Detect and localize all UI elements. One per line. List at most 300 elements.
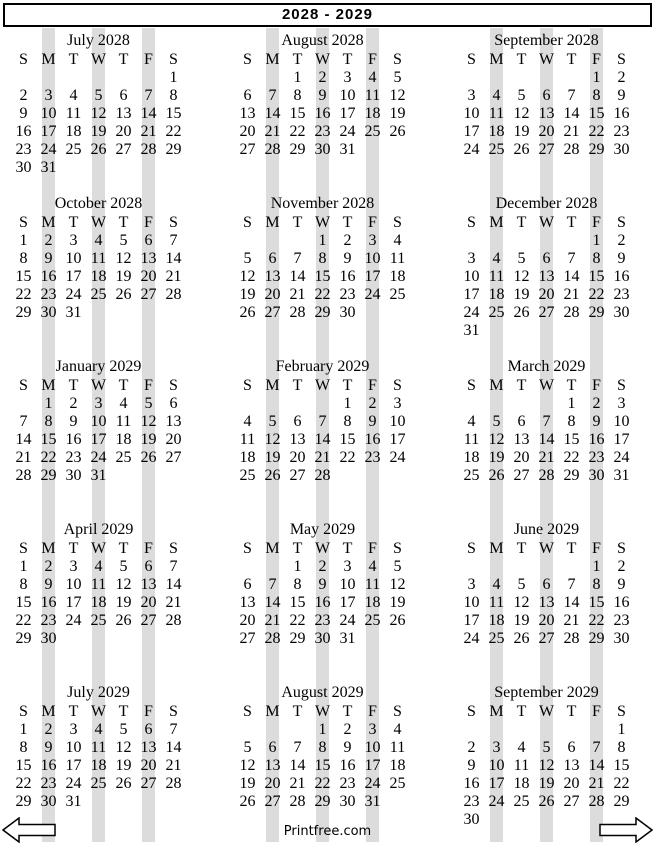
empty-day-cell [285, 232, 310, 250]
day-cell: 1 [617, 721, 626, 738]
empty-day-cell [161, 467, 186, 485]
day-cell: 28 [264, 630, 281, 647]
weekday-header: S [19, 51, 28, 68]
day-cell: 25 [488, 141, 505, 158]
day-cell: 30 [613, 141, 630, 158]
empty-day-cell [534, 721, 559, 739]
day-cell: 25 [90, 286, 107, 303]
month-title: February 2029 [275, 358, 370, 375]
day-cell: 10 [364, 739, 381, 756]
weekday-header: W [314, 51, 331, 68]
day-cell: 20 [289, 449, 306, 466]
day-cell: 29 [289, 630, 306, 647]
weekday-header: F [368, 51, 377, 68]
weekday-header: M [41, 377, 56, 394]
day-cell: 4 [368, 69, 377, 86]
day-cell: 31 [463, 322, 480, 339]
empty-day-cell [459, 558, 484, 576]
day-cell: 24 [488, 793, 505, 810]
day-cell: 21 [165, 594, 182, 611]
day-cell: 15 [339, 431, 356, 448]
day-cell: 15 [15, 268, 32, 285]
day-cell: 16 [40, 757, 57, 774]
day-cell: 27 [165, 449, 182, 466]
day-cell: 11 [90, 739, 107, 756]
day-cell: 29 [588, 141, 605, 158]
day-cell: 1 [592, 232, 601, 249]
day-cell: 19 [239, 286, 256, 303]
weekday-header: S [19, 377, 28, 394]
day-cell: 18 [90, 268, 107, 285]
day-cell: 10 [90, 413, 107, 430]
day-cell: 12 [513, 594, 530, 611]
weekday-header: T [292, 214, 303, 231]
day-cell: 13 [264, 268, 281, 285]
day-cell: 27 [239, 630, 256, 647]
day-cell: 21 [264, 123, 281, 140]
weekday-header: S [169, 377, 178, 394]
month-day-grid [235, 703, 410, 811]
weekday-header: T [342, 703, 353, 720]
empty-day-cell [509, 232, 534, 250]
day-cell: 20 [538, 612, 555, 629]
day-cell: 9 [69, 413, 78, 430]
day-cell: 22 [15, 612, 32, 629]
day-cell: 3 [492, 739, 501, 756]
day-cell: 25 [90, 612, 107, 629]
day-cell: 8 [19, 739, 28, 756]
day-cell: 3 [617, 395, 626, 412]
weekday-header: T [118, 703, 129, 720]
empty-day-cell [509, 395, 534, 413]
day-cell: 6 [169, 395, 178, 412]
day-cell: 6 [268, 250, 277, 267]
weekday-header: T [342, 51, 353, 68]
day-cell: 4 [393, 721, 402, 738]
empty-day-cell [534, 322, 559, 340]
day-cell: 27 [538, 141, 555, 158]
day-cell: 2 [617, 69, 626, 86]
day-cell: 16 [613, 105, 630, 122]
day-cell: 22 [314, 775, 331, 792]
day-cell: 11 [389, 250, 406, 267]
weekday-header: S [243, 703, 252, 720]
weekday-header: S [393, 540, 402, 557]
day-cell: 14 [165, 739, 182, 756]
day-cell: 28 [289, 304, 306, 321]
day-cell: 6 [243, 87, 252, 104]
month-block [459, 194, 634, 340]
day-cell: 16 [364, 431, 381, 448]
day-cell: 29 [563, 467, 580, 484]
weekday-header: W [314, 703, 331, 720]
weekday-header: M [265, 377, 280, 394]
day-cell: 7 [592, 739, 601, 756]
day-cell: 16 [314, 105, 331, 122]
day-cell: 15 [588, 268, 605, 285]
day-cell: 26 [264, 467, 281, 484]
day-cell: 25 [488, 304, 505, 321]
day-cell: 18 [389, 268, 406, 285]
day-cell: 15 [314, 757, 331, 774]
day-cell: 10 [65, 739, 82, 756]
empty-day-cell [285, 395, 310, 413]
day-cell: 26 [115, 286, 132, 303]
weekday-header: F [368, 377, 377, 394]
day-cell: 26 [239, 793, 256, 810]
weekday-header: T [516, 703, 527, 720]
day-cell: 7 [567, 87, 576, 104]
day-cell: 17 [463, 286, 480, 303]
empty-day-cell [86, 159, 111, 177]
day-cell: 17 [339, 105, 356, 122]
weekday-header: S [393, 377, 402, 394]
weekday-header: W [314, 214, 331, 231]
day-cell: 3 [69, 558, 78, 575]
empty-day-cell [385, 141, 410, 159]
day-cell: 12 [115, 739, 132, 756]
weekday-header: T [292, 377, 303, 394]
weekday-header: F [144, 51, 153, 68]
weekday-header: T [118, 377, 129, 394]
empty-day-cell [161, 304, 186, 322]
day-cell: 22 [40, 449, 57, 466]
day-cell: 13 [140, 739, 157, 756]
empty-day-cell [484, 232, 509, 250]
day-cell: 9 [617, 576, 626, 593]
day-cell: 17 [40, 123, 57, 140]
empty-day-cell [61, 630, 86, 648]
day-cell: 31 [339, 630, 356, 647]
day-cell: 30 [613, 630, 630, 647]
day-cell: 12 [239, 757, 256, 774]
day-cell: 23 [339, 775, 356, 792]
day-cell: 31 [339, 141, 356, 158]
day-cell: 21 [563, 123, 580, 140]
weekday-header: T [68, 377, 79, 394]
empty-day-cell [385, 630, 410, 648]
weekday-header: T [566, 540, 577, 557]
day-cell: 15 [289, 594, 306, 611]
day-cell: 18 [389, 757, 406, 774]
weekday-header: F [368, 703, 377, 720]
day-cell: 10 [65, 250, 82, 267]
weekday-header: S [617, 214, 626, 231]
day-cell: 21 [538, 449, 555, 466]
day-cell: 25 [239, 467, 256, 484]
empty-day-cell [111, 467, 136, 485]
empty-day-cell [310, 395, 335, 413]
day-cell: 23 [40, 612, 57, 629]
day-cell: 14 [165, 576, 182, 593]
day-cell: 27 [140, 775, 157, 792]
day-cell: 28 [15, 467, 32, 484]
day-cell: 7 [542, 413, 551, 430]
day-cell: 8 [318, 250, 327, 267]
day-cell: 29 [289, 141, 306, 158]
weekday-header: F [592, 51, 601, 68]
day-cell: 15 [588, 594, 605, 611]
day-cell: 20 [140, 268, 157, 285]
day-cell: 30 [314, 141, 331, 158]
empty-day-cell [484, 322, 509, 340]
month-day-grid [11, 540, 186, 648]
day-cell: 7 [169, 558, 178, 575]
empty-day-cell [509, 69, 534, 87]
weekday-header: W [90, 214, 107, 231]
day-cell: 29 [15, 793, 32, 810]
weekday-header: S [243, 214, 252, 231]
day-cell: 10 [488, 757, 505, 774]
day-cell: 4 [119, 395, 128, 412]
day-cell: 9 [343, 250, 352, 267]
day-cell: 21 [165, 268, 182, 285]
day-cell: 4 [243, 413, 252, 430]
month-title: March 2029 [507, 358, 586, 375]
day-cell: 20 [538, 123, 555, 140]
weekday-header: S [243, 377, 252, 394]
day-cell: 12 [513, 268, 530, 285]
weekday-header: M [41, 540, 56, 557]
day-cell: 26 [239, 304, 256, 321]
day-cell: 6 [542, 250, 551, 267]
day-cell: 20 [239, 123, 256, 140]
day-cell: 10 [339, 87, 356, 104]
day-cell: 22 [588, 612, 605, 629]
day-cell: 2 [69, 395, 78, 412]
empty-day-cell [136, 69, 161, 87]
empty-day-cell [484, 558, 509, 576]
day-cell: 25 [389, 286, 406, 303]
day-cell: 6 [567, 739, 576, 756]
day-cell: 25 [463, 467, 480, 484]
month-title: July 2029 [67, 684, 130, 701]
day-cell: 7 [318, 413, 327, 430]
weekday-header: F [144, 703, 153, 720]
day-cell: 28 [289, 793, 306, 810]
day-cell: 15 [563, 431, 580, 448]
day-cell: 3 [94, 395, 103, 412]
day-cell: 30 [613, 304, 630, 321]
empty-day-cell [534, 558, 559, 576]
day-cell: 6 [268, 739, 277, 756]
day-cell: 20 [563, 775, 580, 792]
empty-day-cell [111, 69, 136, 87]
day-cell: 16 [463, 775, 480, 792]
weekday-header: M [265, 540, 280, 557]
day-cell: 23 [65, 449, 82, 466]
day-cell: 14 [563, 594, 580, 611]
weekday-header: S [243, 51, 252, 68]
month-block [235, 31, 410, 159]
day-cell: 29 [40, 467, 57, 484]
empty-day-cell [285, 721, 310, 739]
empty-day-cell [235, 232, 260, 250]
weekday-header: M [41, 51, 56, 68]
day-cell: 14 [538, 431, 555, 448]
day-cell: 29 [15, 304, 32, 321]
day-cell: 23 [339, 286, 356, 303]
month-day-grid [235, 51, 410, 159]
day-cell: 9 [368, 413, 377, 430]
weekday-header: S [169, 540, 178, 557]
day-cell: 17 [613, 431, 630, 448]
month-day-grid [459, 214, 634, 340]
day-cell: 9 [44, 576, 53, 593]
day-cell: 12 [538, 757, 555, 774]
day-cell: 30 [314, 630, 331, 647]
day-cell: 15 [165, 105, 182, 122]
day-cell: 5 [393, 558, 402, 575]
day-cell: 9 [343, 739, 352, 756]
day-cell: 23 [588, 449, 605, 466]
day-cell: 20 [538, 286, 555, 303]
weekday-header: W [314, 377, 331, 394]
day-cell: 5 [243, 739, 252, 756]
month-day-grid [459, 51, 634, 159]
day-cell: 11 [488, 594, 505, 611]
day-cell: 16 [613, 594, 630, 611]
day-cell: 1 [19, 721, 28, 738]
month-day-grid [11, 377, 186, 485]
day-cell: 29 [613, 793, 630, 810]
day-cell: 2 [368, 395, 377, 412]
weekday-header: T [566, 703, 577, 720]
day-cell: 30 [339, 793, 356, 810]
day-cell: 27 [264, 793, 281, 810]
weekday-header: M [265, 214, 280, 231]
day-cell: 10 [339, 576, 356, 593]
weekday-header: T [68, 214, 79, 231]
day-cell: 28 [563, 630, 580, 647]
day-cell: 23 [15, 141, 32, 158]
empty-day-cell [111, 630, 136, 648]
weekday-header: S [617, 703, 626, 720]
day-cell: 19 [239, 775, 256, 792]
day-cell: 16 [40, 594, 57, 611]
weekday-header: W [538, 540, 555, 557]
day-cell: 30 [463, 811, 480, 828]
empty-day-cell [260, 558, 285, 576]
empty-day-cell [260, 721, 285, 739]
empty-day-cell [86, 69, 111, 87]
day-cell: 8 [592, 250, 601, 267]
day-cell: 20 [239, 612, 256, 629]
day-cell: 25 [488, 630, 505, 647]
day-cell: 27 [538, 630, 555, 647]
day-cell: 11 [90, 576, 107, 593]
empty-day-cell [484, 721, 509, 739]
day-cell: 8 [19, 250, 28, 267]
month-block [235, 194, 410, 322]
day-cell: 2 [318, 558, 327, 575]
weekday-header: M [265, 51, 280, 68]
day-cell: 7 [293, 250, 302, 267]
empty-day-cell [260, 395, 285, 413]
weekday-header: M [489, 377, 504, 394]
day-cell: 13 [264, 757, 281, 774]
month-title: December 2028 [495, 195, 598, 212]
day-cell: 10 [613, 413, 630, 430]
day-cell: 8 [318, 739, 327, 756]
day-cell: 8 [567, 413, 576, 430]
day-cell: 6 [293, 413, 302, 430]
empty-day-cell [360, 141, 385, 159]
day-cell: 14 [15, 431, 32, 448]
day-cell: 4 [94, 558, 103, 575]
day-cell: 27 [289, 467, 306, 484]
empty-day-cell [360, 467, 385, 485]
day-cell: 29 [314, 304, 331, 321]
empty-day-cell [509, 721, 534, 739]
day-cell: 5 [268, 413, 277, 430]
day-cell: 18 [463, 449, 480, 466]
weekday-header: F [144, 540, 153, 557]
day-cell: 25 [513, 793, 530, 810]
day-cell: 14 [588, 757, 605, 774]
day-cell: 19 [513, 123, 530, 140]
day-cell: 24 [65, 286, 82, 303]
day-cell: 16 [15, 123, 32, 140]
empty-day-cell [161, 630, 186, 648]
day-cell: 29 [165, 141, 182, 158]
day-cell: 24 [364, 286, 381, 303]
empty-day-cell [584, 322, 609, 340]
day-cell: 13 [513, 431, 530, 448]
day-cell: 24 [90, 449, 107, 466]
day-cell: 7 [293, 739, 302, 756]
site-credit: Printfree.com [283, 824, 372, 839]
day-cell: 16 [40, 268, 57, 285]
day-cell: 26 [513, 630, 530, 647]
day-cell: 11 [239, 431, 256, 448]
day-cell: 26 [513, 304, 530, 321]
day-cell: 24 [463, 630, 480, 647]
month-block [235, 520, 410, 648]
day-cell: 29 [588, 630, 605, 647]
day-cell: 8 [19, 576, 28, 593]
day-cell: 26 [90, 141, 107, 158]
day-cell: 3 [467, 576, 476, 593]
day-cell: 9 [592, 413, 601, 430]
month-title: November 2028 [270, 195, 375, 212]
day-cell: 31 [613, 467, 630, 484]
day-cell: 7 [268, 576, 277, 593]
day-cell: 18 [488, 123, 505, 140]
weekday-header: S [617, 51, 626, 68]
day-cell: 31 [364, 793, 381, 810]
empty-day-cell [235, 69, 260, 87]
prev-page-arrow-icon[interactable] [2, 817, 56, 843]
next-page-arrow-icon[interactable] [599, 817, 653, 843]
empty-day-cell [136, 793, 161, 811]
day-cell: 12 [90, 105, 107, 122]
month-title: September 2028 [494, 32, 599, 49]
day-cell: 16 [65, 431, 82, 448]
day-cell: 7 [19, 413, 28, 430]
day-cell: 5 [517, 250, 526, 267]
day-cell: 14 [314, 431, 331, 448]
day-cell: 21 [165, 757, 182, 774]
day-cell: 27 [513, 467, 530, 484]
day-cell: 13 [165, 413, 182, 430]
day-cell: 16 [314, 594, 331, 611]
weekday-header: T [566, 377, 577, 394]
day-cell: 28 [314, 467, 331, 484]
day-cell: 2 [343, 721, 352, 738]
weekday-header: S [617, 377, 626, 394]
day-cell: 12 [389, 576, 406, 593]
